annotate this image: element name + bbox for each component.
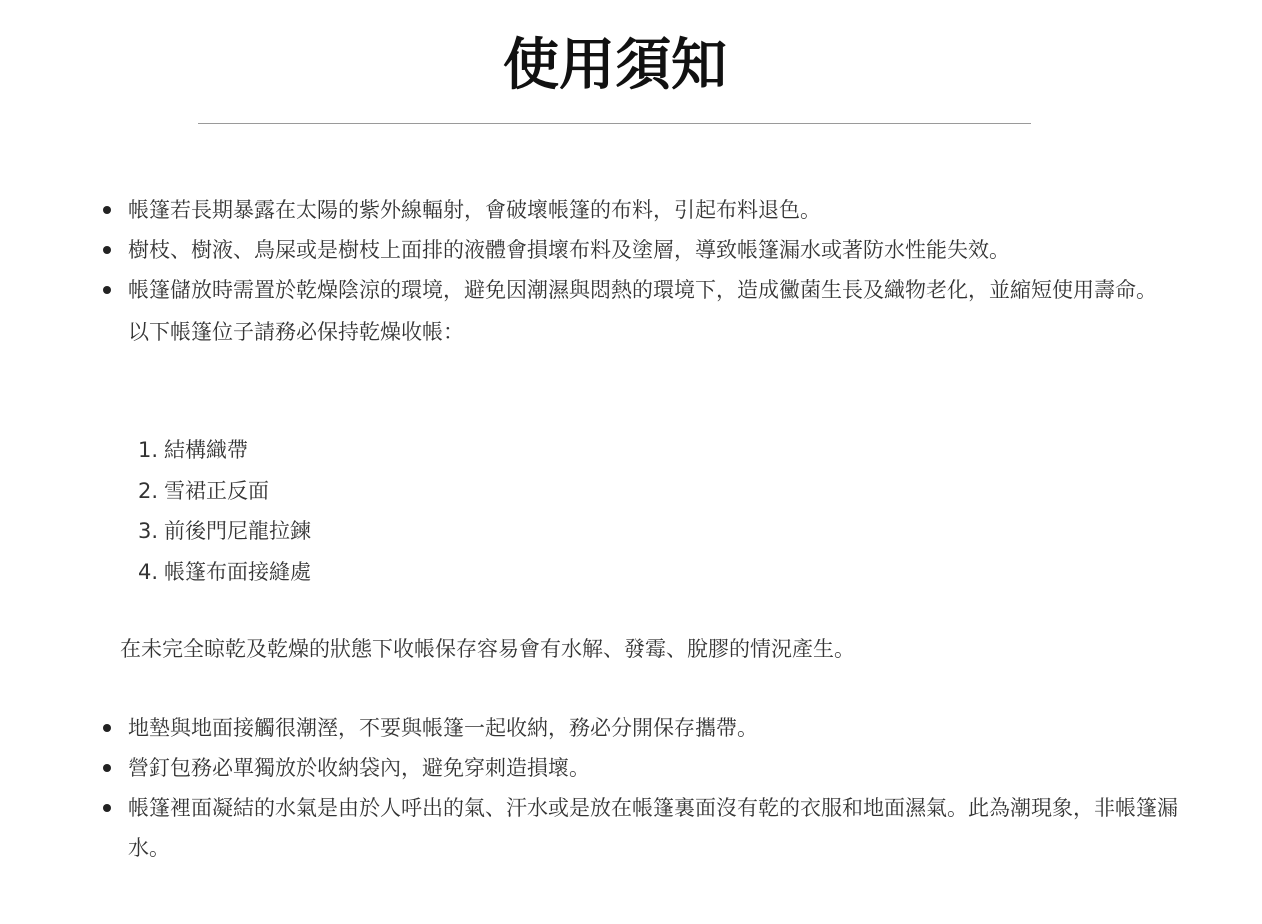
page-title: 使用須知 xyxy=(503,33,727,98)
bullet-icon xyxy=(103,764,111,772)
list-item xyxy=(138,471,311,512)
list-item-text: 結構織帶 xyxy=(164,438,248,462)
list-item xyxy=(128,270,1188,352)
list-item xyxy=(128,230,1188,270)
list-item-text: 樹枝、樹液、鳥屎或是樹枝上面排的液體會損壞布料及塗層，導致帳篷漏水或著防水性能失效。 xyxy=(128,238,1010,262)
bullet-icon xyxy=(103,724,111,732)
list-item xyxy=(128,708,1188,748)
list-number: 2. xyxy=(138,478,159,503)
list-item xyxy=(128,788,1188,868)
list-number: 4. xyxy=(138,559,159,584)
warning-text: 在未完全晾乾及乾燥的狀態下收帳保存容易會有水解、發霉、脫膠的情況產生。 xyxy=(120,637,855,661)
bullet-icon xyxy=(103,206,111,214)
list-item xyxy=(128,190,1188,230)
bullet-icon xyxy=(103,286,111,294)
list-item xyxy=(138,430,311,471)
bullet-icon xyxy=(103,246,111,254)
list-number: 1. xyxy=(138,438,159,462)
title-divider xyxy=(198,123,1031,124)
list-item-text: 地墊與地面接觸很潮溼，不要與帳篷一起收納，務必分開保存攜帶。 xyxy=(128,716,758,740)
list-item-text: 帳篷布面接縫處 xyxy=(164,559,311,584)
list-item xyxy=(138,511,311,552)
list-item-text: 帳篷若長期暴露在太陽的紫外線輻射，會破壞帳篷的布料，引起布料退色。 xyxy=(128,198,821,222)
dry-storage-list xyxy=(138,430,311,592)
bullet-icon xyxy=(103,804,111,812)
list-item-text: 帳篷儲放時需置於乾燥陰涼的環境，避免因潮濕與悶熱的環境下，造成黴菌生長及織物老化，並縮短使用壽命。 xyxy=(128,278,1157,302)
list-item xyxy=(138,552,311,593)
list-item-text: 雪裙正反面 xyxy=(164,478,269,503)
dry-storage-intro: 以下帳篷位子請務必保持乾燥收帳： xyxy=(128,320,464,344)
care-notes-list xyxy=(128,190,1188,352)
list-item-text: 營釘包務必單獨放於收納袋內，避免穿刺造損壞。 xyxy=(128,756,590,780)
list-item-text: 帳篷裡面凝結的水氣是由於人呼出的氣、汗水或是放在帳篷裏面沒有乾的衣服和地面濕氣。此為潮現象，非帳篷漏水。 xyxy=(128,796,1178,860)
list-number: 3. xyxy=(138,519,159,543)
storage-notes-list xyxy=(128,708,1188,868)
list-item xyxy=(128,748,1188,788)
list-item-text: 前後門尼龍拉鍊 xyxy=(164,519,311,543)
